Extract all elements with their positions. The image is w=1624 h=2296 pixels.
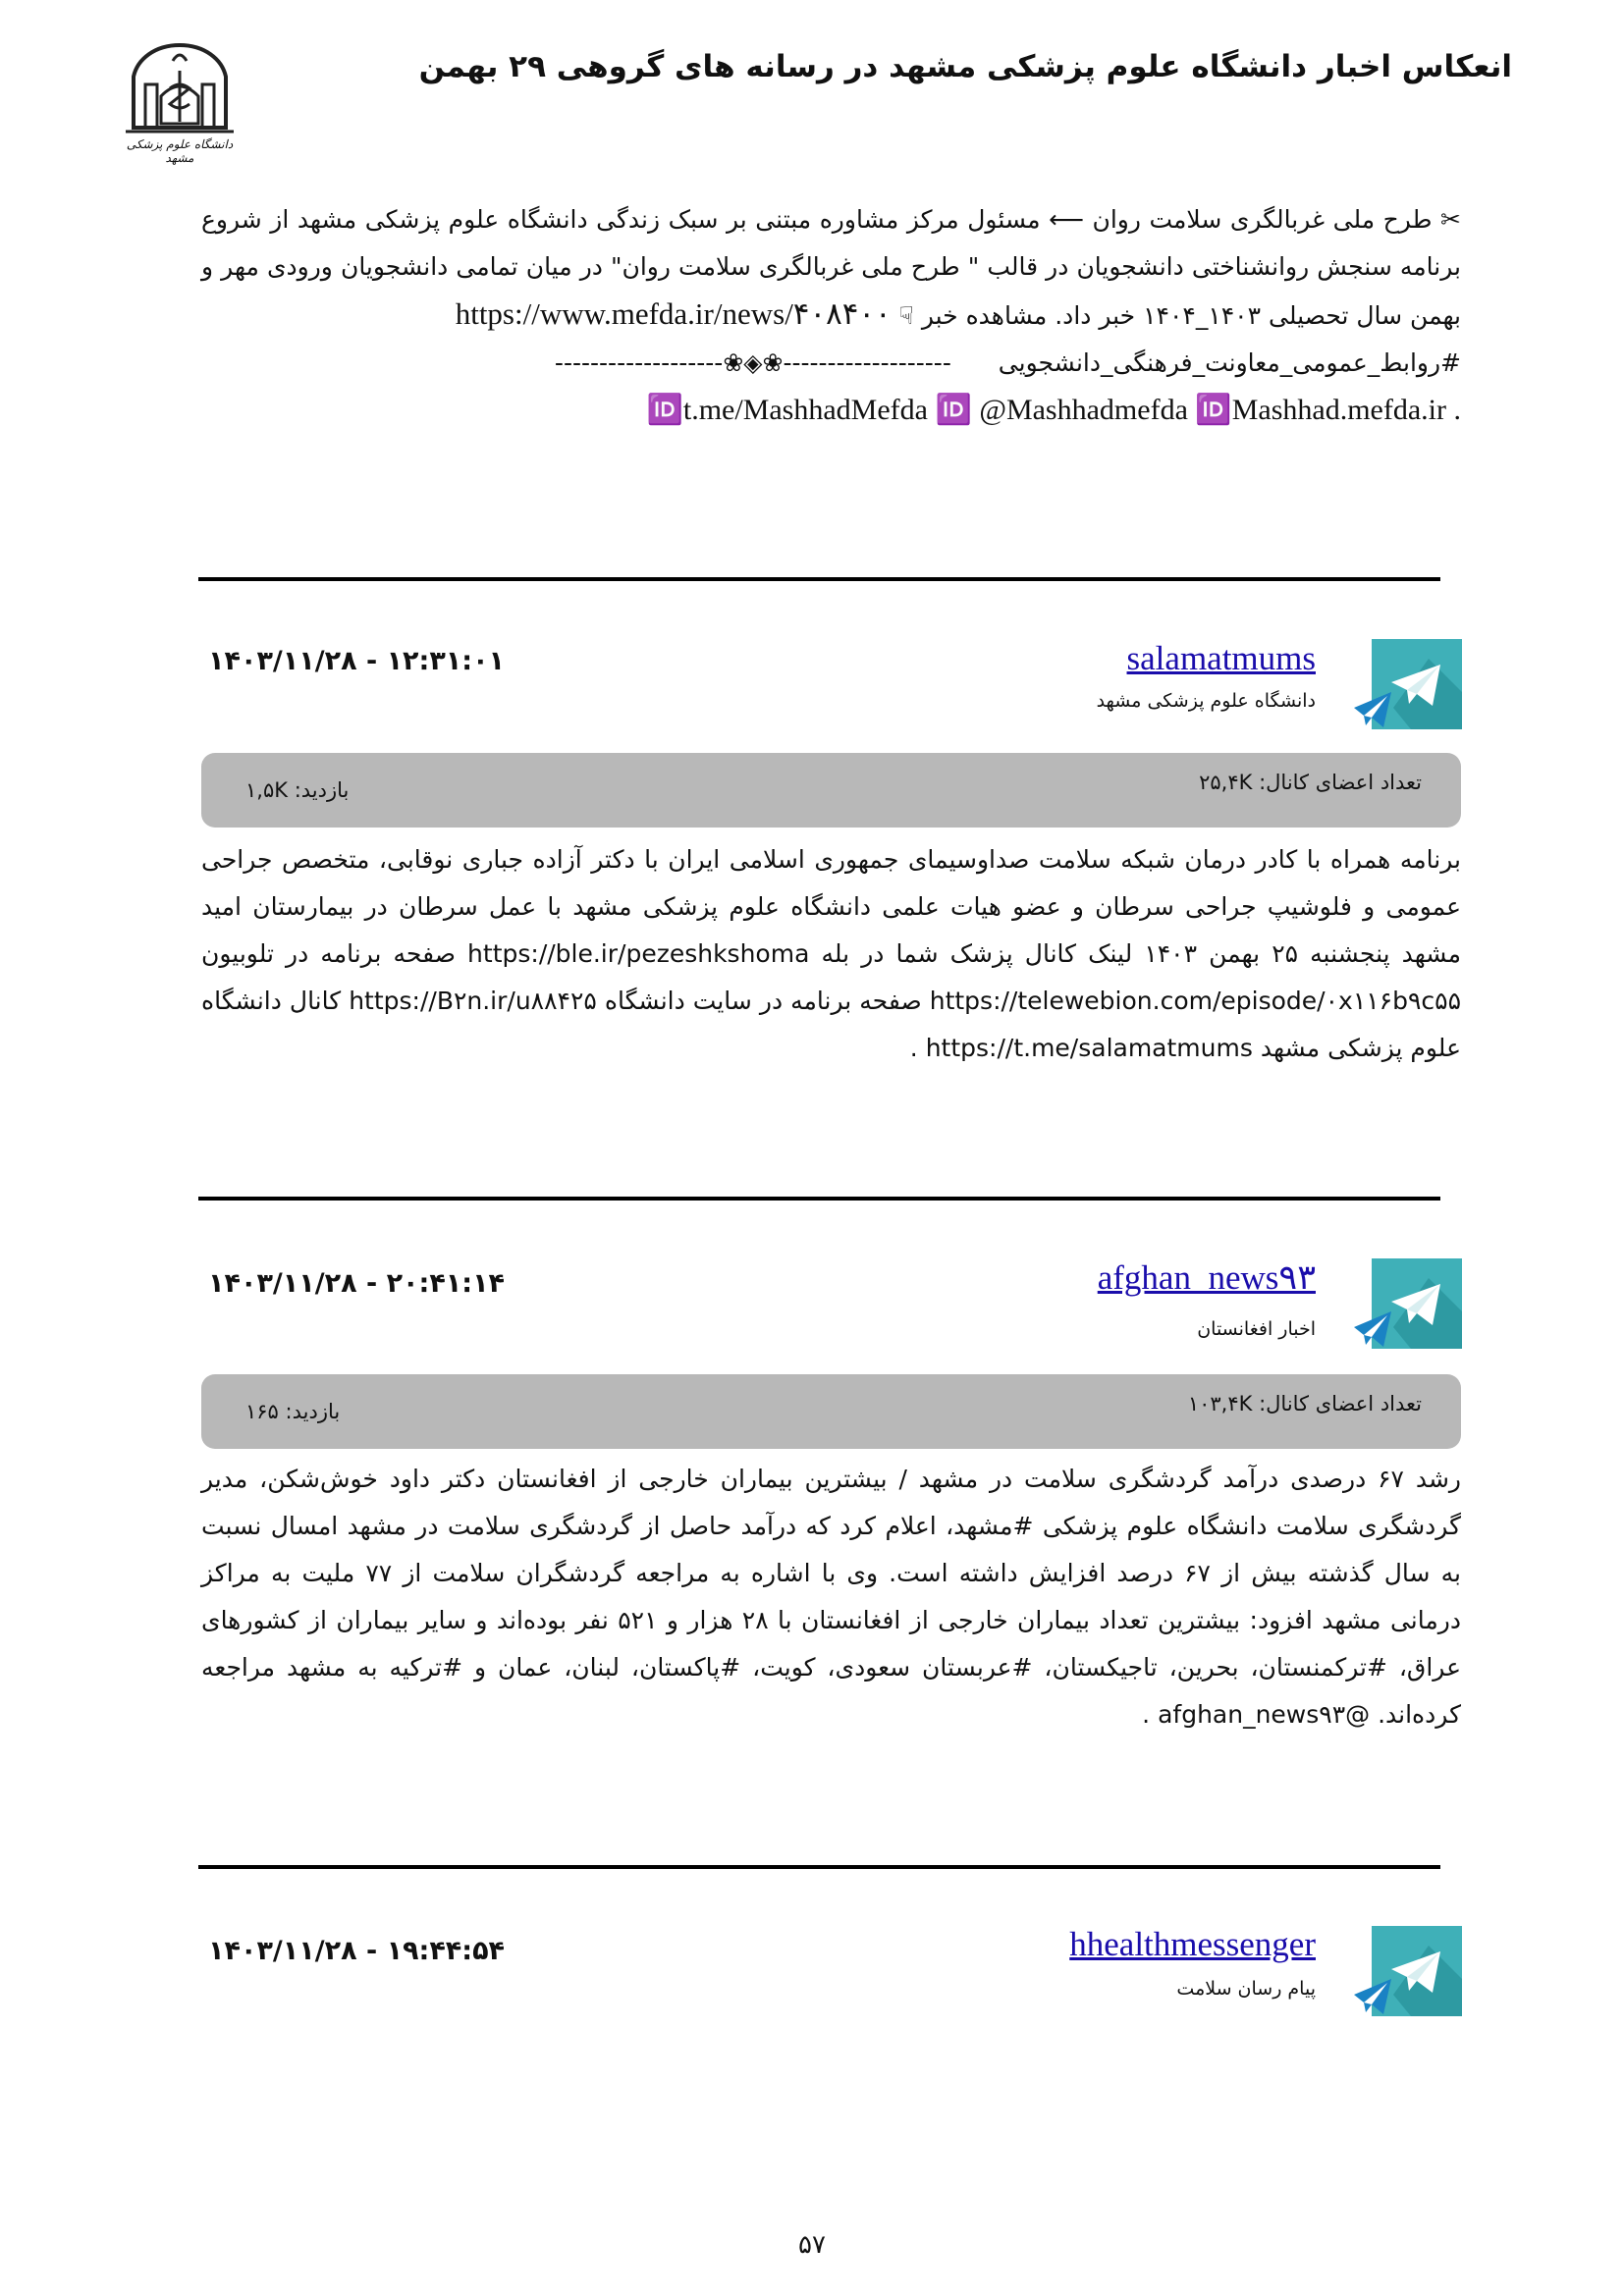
page-number: ۵۷: [798, 2230, 826, 2260]
member-count: تعداد اعضای کانال: ۱۰۳,۴K: [1187, 1392, 1422, 1415]
intro-post-link[interactable]: https://www.mefda.ir/news/۴۰۸۴۰۰: [455, 296, 892, 331]
post-datetime: ۱۴۰۳/۱۱/۲۸ - ۱۹:۴۴:۵۴: [208, 1936, 506, 1966]
divider: [198, 1197, 1440, 1201]
logo-caption: دانشگاه علوم پزشکی مشهد: [126, 137, 234, 165]
divider: [198, 1865, 1440, 1869]
view-count: بازدید: ۱۶۵: [245, 1400, 341, 1423]
channel-stats-bar: [201, 1374, 1461, 1449]
post-datetime: ۱۴۰۳/۱۱/۲۸ - ۱۲:۳۱:۰۱: [208, 646, 506, 676]
channel-avatar[interactable]: [1372, 1258, 1462, 1349]
channel-avatar[interactable]: [1372, 639, 1462, 729]
channel-subtitle: اخبار افغانستان: [1197, 1318, 1316, 1340]
channel-subtitle: دانشگاه علوم پزشکی مشهد: [1096, 690, 1316, 712]
telegram-plane-icon: [1352, 1308, 1395, 1351]
channel-subtitle: پیام رسان سلامت: [1176, 1978, 1316, 2000]
view-count: بازدید: ۱,۵K: [245, 778, 350, 802]
channel-stats-bar: [201, 753, 1461, 828]
channel-name[interactable]: salamatmums: [1126, 639, 1316, 677]
intro-post-text: ✂ طرح ملی غربالگری سلامت روان ⟵ مسئول مرکز مشاوره مبتنی بر سبک زندگی دانشگاه علوم پزشکی مشهد از شروع برنامه سنجش روانشناختی دانشجویان در قالب " طرح ملی غربالگری سلامت روان" در میان تمامی دانشجویان ورودی مهر و بهمن سال تحصیلی ۱۴۰۳_۱۴۰۴ خبر داد. مشاهده خبر ☟: [201, 205, 1461, 330]
channel-name[interactable]: hhealthmessenger: [1069, 1925, 1316, 1963]
post-datetime: ۱۴۰۳/۱۱/۲۸ - ۲۰:۴۱:۱۴: [208, 1268, 506, 1299]
post-body: [201, 836, 1461, 1072]
post-body-text: برنامه همراه با کادر درمان شبکه سلامت صداوسیمای جمهوری اسلامی ایران با دکتر آزاده جباری نوقابی، متخصص جراحی عمومی و فلوشیپ جراحی سرطان و عضو هیات علمی دانشگاه علوم پزشکی مشهد با عمل سرطان در بیمارستان امید مشهد پنجشنبه ۲۵ بهمن ۱۴۰۳ لینک کانال پزشک شما در بله https://ble.ir/pezeshkshoma صفحه برنامه در تلوبیون https://telewebion.com/episode/۰x۱۱۶b۹c۵۵ صفحه برنامه در سایت دانشگاه https://B۲n.ir/u۸۸۴۲۵ کانال دانشگاه علوم پزشکی مشهد https://t.me/salamatmums .: [201, 845, 1462, 1062]
page-title: انعکاس اخبار دانشگاه علوم پزشکی مشهد در رسانه های گروهی ۲۹ بهمن: [418, 49, 1512, 84]
intro-socials[interactable]: 🆔t.me/MashhadMefda 🆔 @Mashhadmefda 🆔Mashhad.mefda.ir .: [646, 394, 1461, 426]
telegram-plane-icon: [1352, 688, 1395, 731]
post-body-text: رشد ۶۷ درصدی درآمد گردشگری سلامت در مشهد / بیشترین بیماران خارجی از افغانستان دکتر داود خوش‌شکن، مدیر گردشگری سلامت دانشگاه علوم پزشکی #مشهد، اعلام کرد که درآمد حاصل از گردشگری سلامت در مشهد امسال نسبت به سال گذشته بیش از ۶۷ درصد افزایش داشته است. وی با اشاره به مراجعه گردشگران سلامت از ۷۷ ملیت به مراکز درمانی مشهد افزود: بیشترین تعداد بیماران خارجی از افغانستان با ۲۸ هزار و ۵۲۱ نفر بوده‌اند و سایر بیماران از کشورهای عراق، #ترکمنستان، بحرین، تاجیکستان، #عربستان سعودی، کویت، #پاکستان، لبنان، عمان و #ترکیه به مشهد مراجعه کرده‌اند. @afghan_news۹۳ .: [201, 1465, 1461, 1729]
telegram-plane-icon: [1352, 1975, 1395, 2018]
post-body: [201, 1456, 1461, 1738]
member-count: تعداد اعضای کانال: ۲۵,۴K: [1199, 771, 1422, 794]
divider: [198, 577, 1440, 581]
logo-emblem-icon: [116, 37, 244, 145]
intro-hashtag[interactable]: #روابط_عمومی_معاونت_فرهنگی_دانشجویی: [998, 348, 1461, 377]
channel-avatar[interactable]: [1372, 1926, 1462, 2016]
intro-separator: -------------------❀◈❀-------------------: [554, 348, 951, 377]
channel-name[interactable]: afghan_news۹۳: [1097, 1258, 1316, 1297]
intro-post: [201, 196, 1461, 435]
